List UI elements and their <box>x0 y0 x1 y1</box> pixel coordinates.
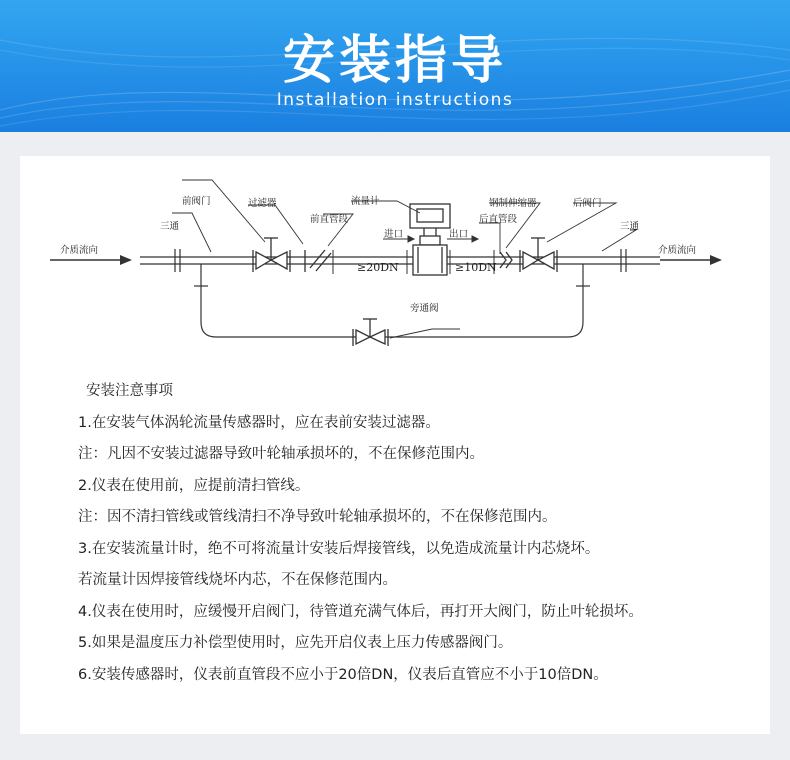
content-card <box>20 156 770 734</box>
installation-diagram <box>20 156 770 366</box>
label-bypass-valve: 旁通阀 <box>410 303 439 314</box>
label-pre-straight: 前直管段 <box>310 214 349 225</box>
label-tee-right: 三通 <box>620 221 640 232</box>
page-title: 安装指导 <box>282 31 507 91</box>
note-line: 2.仪表在使用前，应提前清扫管线。 <box>78 477 310 494</box>
note-line: 4.仪表在使用时，应缓慢开启阀门，待管道充满气体后，再打开大阀门，防止叶轮损坏。 <box>78 603 643 620</box>
note-line: 5.如果是温度压力补偿型使用时，应先开启仪表上压力传感器阀门。 <box>78 635 513 651</box>
label-outlet: 出口 <box>449 229 469 240</box>
label-flow-in: 介质流向 <box>60 245 99 256</box>
page-subtitle: Installation instructions <box>276 90 514 110</box>
note-line: 1.在安装气体涡轮流量传感器时，应在表前安装过滤器。 <box>78 414 440 431</box>
label-flowmeter: 流量计 <box>351 196 380 207</box>
post-valve-icon <box>520 238 557 272</box>
pre-valve-icon <box>253 238 290 272</box>
bypass-valve-icon <box>353 319 388 346</box>
note-line: 注：因不清扫管线或管线清扫不净导致叶轮轴承损坏的，不在保修范围内。 <box>78 509 557 525</box>
label-filter: 过滤器 <box>248 198 277 209</box>
label-inlet: 进口 <box>384 229 404 240</box>
label-post-valve: 后阀门 <box>573 198 602 209</box>
note-line: 3.在安装流量计时，绝不可将流量计安装后焊接管线，以免造成流量计内芯烧坏。 <box>78 540 600 557</box>
header-banner <box>0 0 790 132</box>
flowmeter-icon <box>410 204 450 275</box>
flow-out-arrow <box>660 255 722 265</box>
note-line: 注：凡因不安装过滤器导致叶轮轴承损坏的，不在保修范围内。 <box>78 446 484 462</box>
label-pre-length: ≥20DN <box>357 261 399 274</box>
flow-in-arrow <box>50 255 132 265</box>
steel-expander-icon <box>500 252 512 268</box>
label-post-length: ≥10DN <box>455 261 497 274</box>
installation-notes <box>78 376 758 691</box>
label-post-straight: 后直管段 <box>479 214 518 225</box>
label-steel-expander: 钢制伸缩器 <box>489 198 537 209</box>
label-tee-left: 三通 <box>160 221 180 232</box>
label-flow-out: 介质流向 <box>658 245 697 256</box>
notes-heading: 安装注意事项 <box>86 383 173 399</box>
note-line: 若流量计因焊接管线烧坏内芯，不在保修范围内。 <box>78 572 397 588</box>
label-pre-valve: 前阀门 <box>182 196 211 207</box>
note-line: 6.安装传感器时，仪表前直管段不应小于20倍DN，仪表后直管应不小于10倍DN。 <box>78 666 608 683</box>
filter-icon <box>305 250 331 272</box>
